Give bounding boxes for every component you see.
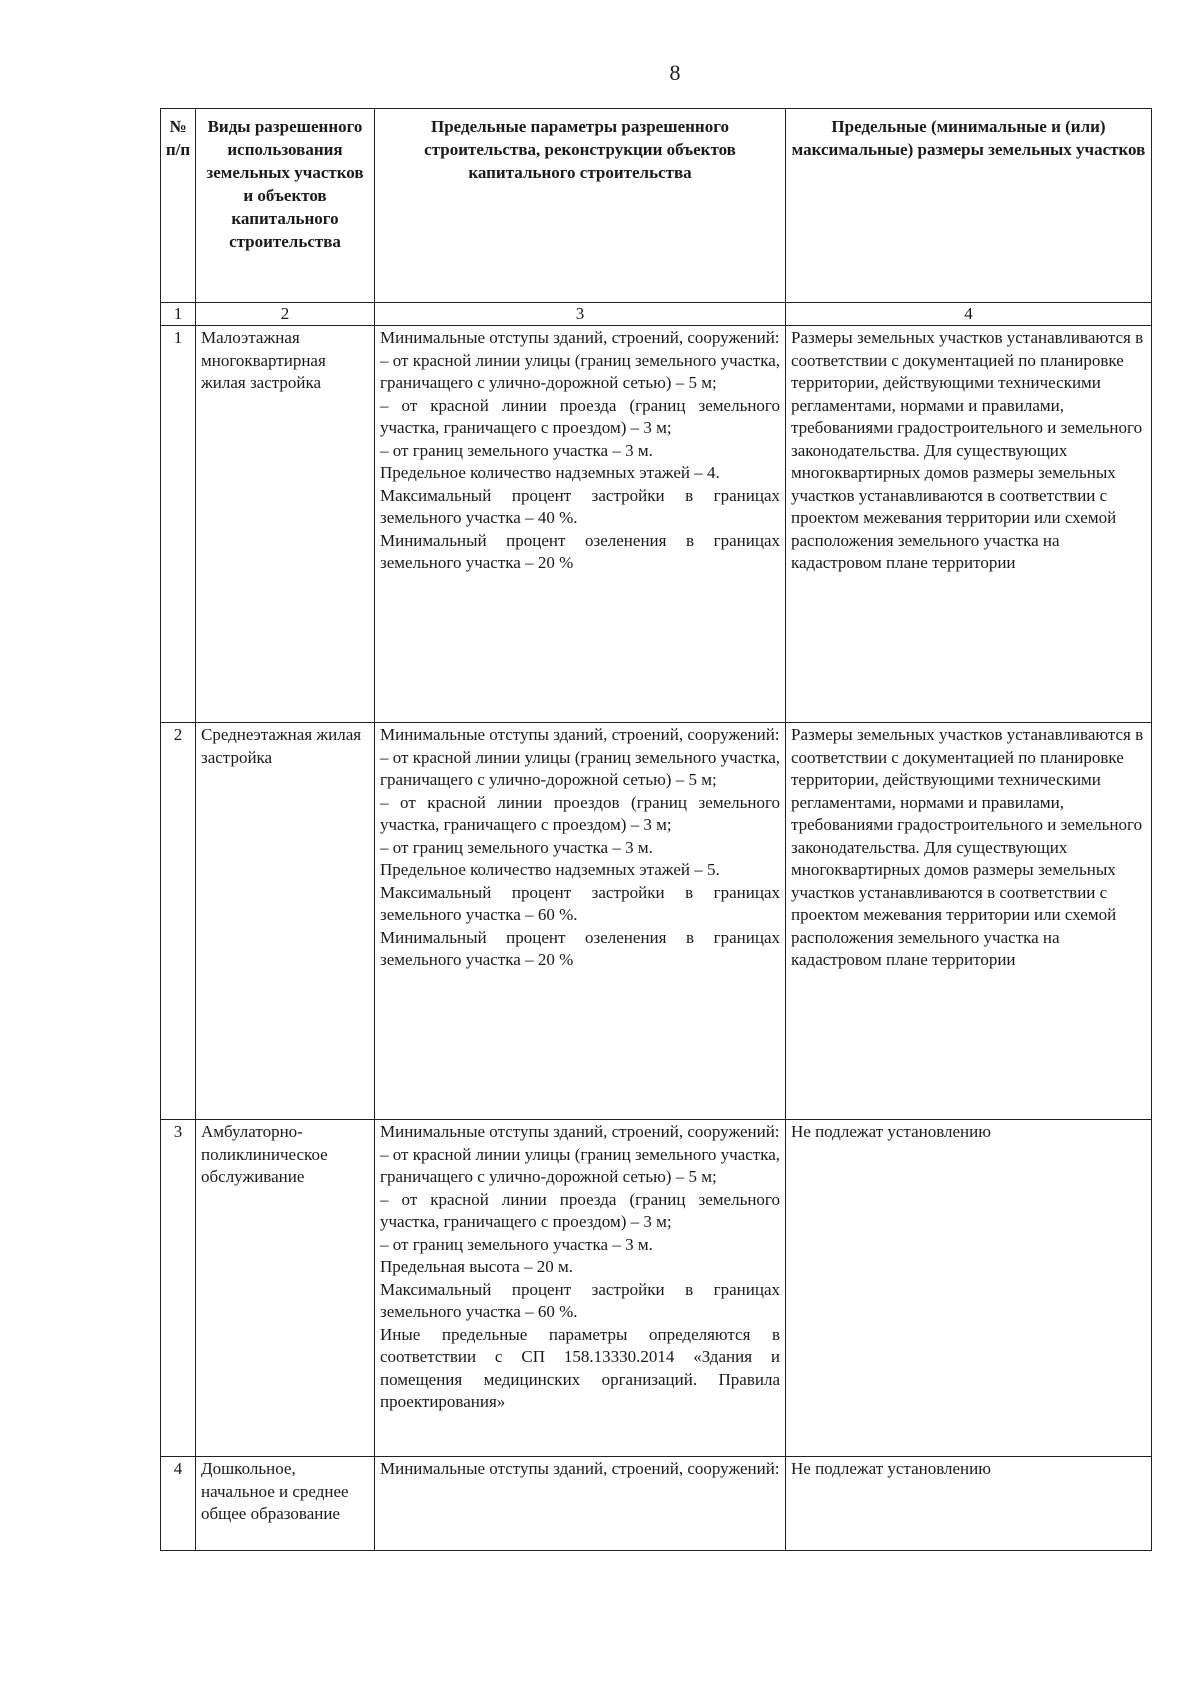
regulations-table xyxy=(160,108,1152,1551)
param-line: Минимальный процент озеленения в границах земельного участка – 20 % xyxy=(380,530,780,572)
header-number: № п/п xyxy=(161,109,196,303)
param-line: Максимальный процент застройки в границах земельного участка – 60 %. xyxy=(380,1279,780,1321)
param-line: Максимальный процент застройки в границах земельного участка – 60 %. xyxy=(380,882,780,924)
column-numbers-row xyxy=(161,303,1152,326)
usage-type: Среднеэтажная жилая застройка xyxy=(196,723,375,1120)
usage-type: Амбулаторно-поликлиническое обслуживание xyxy=(196,1120,375,1457)
param-line: – от красной линии улицы (границ земельного участка, граничащего с улично-дорожной сетью) – 5 м; xyxy=(380,1144,781,1186)
row-number: 3 xyxy=(161,1120,196,1457)
table-header-row xyxy=(161,109,1152,303)
table-row xyxy=(161,723,1152,1120)
param-line: Предельное количество надземных этажей – 4. xyxy=(380,463,720,482)
plot-sizes: Не подлежат установлению xyxy=(786,1120,1152,1457)
param-line: Максимальный процент застройки в границах земельного участка – 40 %. xyxy=(380,485,780,527)
param-line: – от красной линии проездов (границ земельного участка, граничащего с проездом) – 3 м; xyxy=(380,792,780,834)
param-line: Минимальные отступы зданий, строений, сооружений: xyxy=(380,725,780,744)
param-line: – от границ земельного участка – 3 м. xyxy=(380,1234,653,1254)
row-number: 4 xyxy=(161,1457,196,1551)
table-row xyxy=(161,1120,1152,1457)
usage-type: Малоэтажная многоквартирная жилая застройка xyxy=(196,326,375,723)
column-number: 3 xyxy=(375,303,786,326)
param-line: Предельная высота – 20 м. xyxy=(380,1257,573,1276)
usage-type: Дошкольное, начальное и среднее общее образование xyxy=(196,1457,375,1551)
header-usage-type: Виды разрешенного использования земельных участков и объектов капитального строительства xyxy=(196,109,375,303)
plot-sizes: Размеры земельных участков устанавливаются в соответствии с документацией по планировке территории, действующими техническими регламентами, нормами и правилами, требованиями градостроительного и земельного законодательства. Для существующих многоквартирных домов размеры земельных участков устанавливаются в соответствии с проектом межевания территории или схемой расположения земельного участка на кадастровом плане территории xyxy=(786,723,1152,1120)
construction-params xyxy=(375,1457,786,1551)
row-number: 2 xyxy=(161,723,196,1120)
param-line: – от красной линии улицы (границ земельного участка, граничащего с улично-дорожной сетью) – 5 м; xyxy=(380,350,781,392)
table-row xyxy=(161,326,1152,723)
param-line: Иные предельные параметры определяются в соответствии с СП 158.13330.2014 «Здания и помещения медицинских организаций. Правила проектирования» xyxy=(380,1324,780,1411)
column-number: 4 xyxy=(786,303,1152,326)
column-number: 1 xyxy=(161,303,196,326)
construction-params xyxy=(375,326,786,723)
page-number: 8 xyxy=(669,60,681,85)
plot-sizes: Размеры земельных участков устанавливаются в соответствии с документацией по планировке территории, действующими техническими регламентами, нормами и правилами, требованиями градостроительного и земельного законодательства. Для существующих многоквартирных домов размеры земельных участков устанавливаются в соответствии с проектом межевания территории или схемой расположения земельного участка на кадастровом плане территории xyxy=(786,326,1152,723)
param-line: Минимальные отступы зданий, строений, сооружений: xyxy=(380,1459,780,1478)
construction-params xyxy=(375,723,786,1120)
plot-sizes: Не подлежат установлению xyxy=(786,1457,1152,1551)
param-line: – от красной линии проезда (границ земельного участка, граничащего с проездом) – 3 м; xyxy=(380,395,780,437)
param-line: Минимальные отступы зданий, строений, сооружений: xyxy=(380,328,780,347)
column-number: 2 xyxy=(196,303,375,326)
param-line: Предельное количество надземных этажей – 5. xyxy=(380,860,720,879)
param-line: – от границ земельного участка – 3 м. xyxy=(380,440,653,460)
construction-params xyxy=(375,1120,786,1457)
header-plot-sizes: Предельные (минимальные и (или) максимальные) размеры земельных участков xyxy=(786,109,1152,303)
header-construction-params: Предельные параметры разрешенного строительства, реконструкции объектов капитального строительства xyxy=(375,109,786,303)
param-line: Минимальные отступы зданий, строений, сооружений: xyxy=(380,1122,780,1141)
param-line: – от красной линии улицы (границ земельного участка, граничащего с улично-дорожной сетью) – 5 м; xyxy=(380,747,781,789)
table-row xyxy=(161,1457,1152,1551)
row-number: 1 xyxy=(161,326,196,723)
param-line: – от границ земельного участка – 3 м. xyxy=(380,837,653,857)
param-line: – от красной линии проезда (границ земельного участка, граничащего с проездом) – 3 м; xyxy=(380,1189,780,1231)
param-line: Минимальный процент озеленения в границах земельного участка – 20 % xyxy=(380,927,780,969)
